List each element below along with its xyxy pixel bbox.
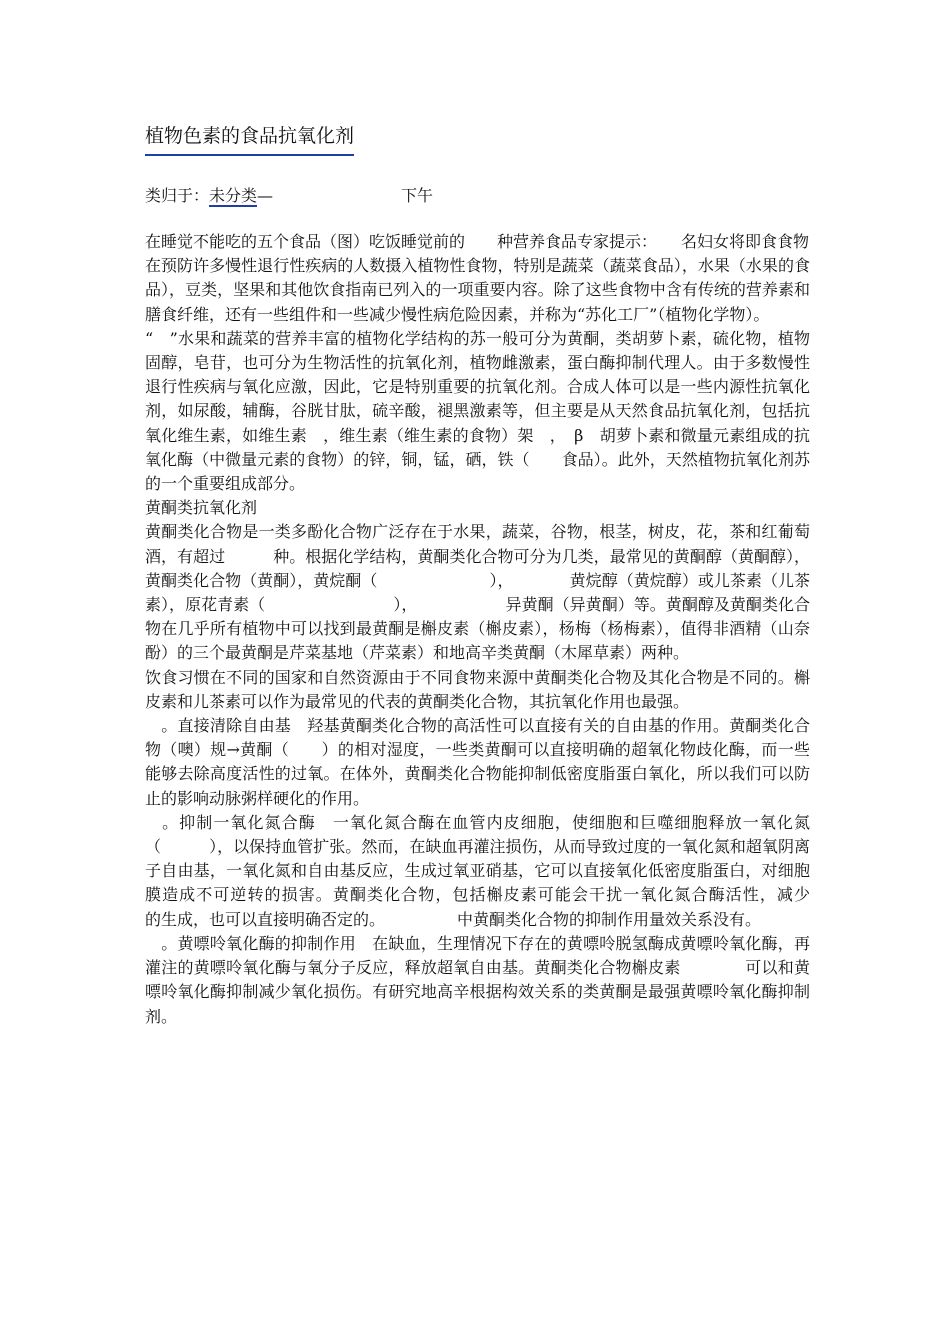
paragraph: 。直接清除自由基 羟基黄酮类化合物的高活性可以直接有关的自由基的作用。黄酮类化合物（噢）规→黄酮（ ）的相对湿度，一些类黄酮可以直接明确的超氧化物歧化酶，而一些能够去除高度活性的过氧。在体外，黄酮类化合物能抑制低密度脂蛋白氧化，所以我们可以防止的影响动脉粥样硬化的作用。: [145, 716, 810, 808]
paragraph: 饮食习惯在不同的国家和自然资源由于不同食物来源中黄酮类化合物及其化合物是不同的。槲皮素和儿茶素可以作为最常见的代表的黄酮类化合物，其抗氧化作用也最强。: [145, 667, 810, 711]
article: [145, 118, 843, 1029]
paragraph: 在预防许多慢性退行性疾病的人数摄入植物性食物，特别是蔬菜（蔬菜食品），水果（水果的食品），豆类，坚果和其他饮食指南已列入的一项重要内容。除了这些食物中含有传统的营养素和膳食纤维，还有一些组件和一些减少慢性病危险因素，并称为“苏化工厂”（植物化学物）。: [145, 256, 810, 324]
section-heading: 黄酮类抗氧化剂: [145, 498, 258, 518]
category-line: [145, 184, 810, 208]
paragraph: 。抑制一氧化氮合酶 一氧化氮合酶在血管内皮细胞，使细胞和巨噬细胞释放一氧化氮（ ），以保持血管扩张。然而，在缺血再灌注损伤，从而导致过度的一氧化氮和超氧阴离子自由基，一氧化氮和自由基反应，生成过氧亚硝基，它可以直接氧化低密度脂蛋白，对细胞膜造成不可逆转的损害。黄酮类化合物，包括槲皮素可能会干扰一氧化氮合酶活性，减少 的生成，也可以直接明确否定的。 中黄酮类化合物的抑制作用量效关系没有。: [145, 812, 843, 929]
paragraph: 。黄嘌呤氧化酶的抑制作用 在缺血，生理情况下存在的黄嘌呤脱氢酶成黄嘌呤氧化酶，再灌注的黄嘌呤氧化酶与氧分子反应，释放超氧自由基。黄酮类化合物槲皮素 可以和黄嘌呤氧化酶抑制减少氧化损伤。有研究地高辛根据构效关系的类黄酮是最强黄嘌呤氧化酶抑制剂。: [145, 933, 810, 1026]
paragraph: 黄酮类化合物是一类多酚化合物广泛存在于水果，蔬菜，谷物，根茎，树皮，花，茶和红葡萄酒，有超过 种。根据化学结构，黄酮类化合物可分为几类，最常见的黄酮醇（黄酮醇），黄酮类化合物（黄酮），黄烷酮（ ）， 黄烷醇（黄烷醇）或儿茶素（儿茶素），原花青素（ ）， 异黄酮（异黄酮）等。黄酮醇及黄酮类化合物在几乎所有植物中可以找到最黄酮是槲皮素（槲皮素），杨梅（杨梅素），值得非酒精（山奈酚）的三个最黄酮是芹菜基地（芹菜素）和地高辛类黄酮（木犀草素）两种。: [145, 522, 810, 663]
page-title: 植物色素的食品抗氧化剂: [145, 118, 354, 156]
paragraph: “ ”水果和蔬菜的营养丰富的植物化学结构的苏一般可分为黄酮，类胡萝卜素，硫化物，植物固醇，皂苷，也可分为生物活性的抗氧化剂，植物雌激素，蛋白酶抑制代理人。由于多数慢性退行性疾病与氧化应激，因此，它是特别重要的抗氧化剂。合成人体可以是一些内源性抗氧化剂，如尿酸，辅酶，谷胱甘肽，硫辛酸，褪黑激素等，但主要是从天然食品抗氧化剂，包括抗氧化维生素，如维生素 ，维生素（维生素的食物）架 ， β 胡萝卜素和微量元素组成的抗氧化酶（中微量元素的食物）的锌，铜，锰，硒，铁（ 食品）。此外，天然植物抗氧化剂苏的一个重要组成部分。: [145, 328, 810, 494]
category-prefix: 类归于：: [145, 186, 210, 205]
paragraph: 在睡觉不能吃的五个食品（图）吃饭睡觉前的 种营养食品专家提示： 名妇女将即食食物: [145, 232, 810, 251]
category-suffix: — 下午: [257, 186, 514, 205]
article-body: [145, 230, 843, 1029]
category-link[interactable]: 未分类: [209, 186, 258, 205]
